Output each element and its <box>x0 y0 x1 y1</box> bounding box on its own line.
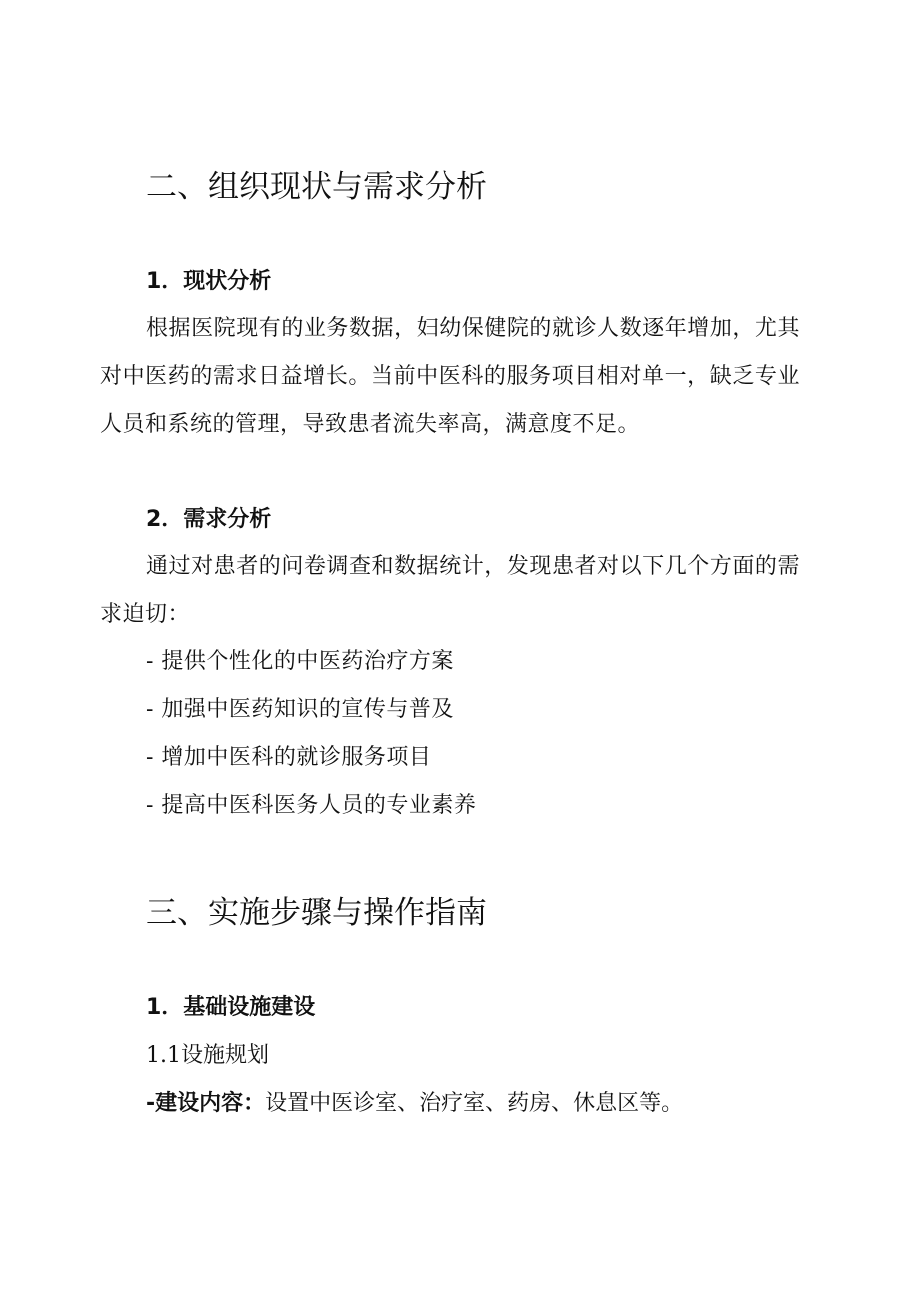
section-2-2-heading: 2．需求分析 <box>146 507 272 532</box>
section-3-heading: 三、实施步骤与操作指南 <box>146 895 487 931</box>
construction-content-text: 设置中医诊室、治疗室、药房、休息区等。 <box>265 1091 684 1116</box>
status-analysis-paragraph: 根据医院现有的业务数据，妇幼保健院的就诊人数逐年增加，尤其对中医药的需求日益增长。当前中医科的服务项目相对单一，缺乏专业人员和系统的管理，导致患者流失率高，满意度不足。 <box>100 316 800 437</box>
list-item: - 提高中医科医务人员的专业素养 <box>146 793 477 818</box>
list-item: - 提供个性化的中医药治疗方案 <box>146 649 454 674</box>
list-item: - 加强中医药知识的宣传与普及 <box>146 697 454 722</box>
section-2-heading: 二、组织现状与需求分析 <box>146 169 487 205</box>
section-3-1-heading: 1．基础设施建设 <box>146 995 316 1020</box>
section-2-1-heading: 1．现状分析 <box>146 269 272 294</box>
list-item: - 增加中医科的就诊服务项目 <box>146 745 432 770</box>
section-3-1-1-heading: 1.1设施规划 <box>146 1043 269 1068</box>
construction-content-line <box>146 1089 683 1119</box>
needs-analysis-paragraph: 通过对患者的问卷调查和数据统计，发现患者对以下几个方面的需求迫切： <box>100 554 800 627</box>
construction-content-label: -建设内容： <box>146 1091 266 1116</box>
